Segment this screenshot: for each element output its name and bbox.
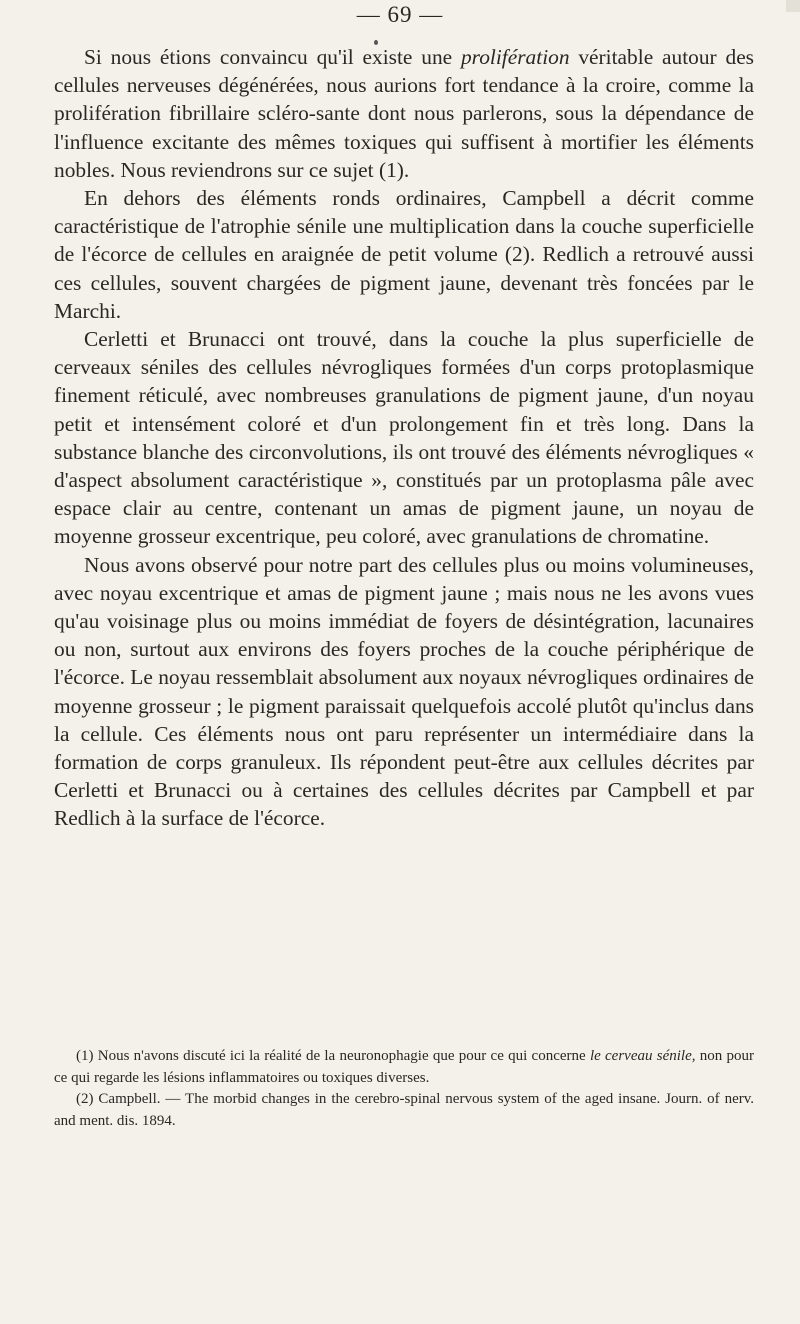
page-number: — 69 — xyxy=(356,2,444,27)
body-text xyxy=(54,43,754,833)
italic-term: prolifération xyxy=(460,45,570,69)
italic-phrase: le cerveau sénile, xyxy=(589,1048,696,1064)
paragraph-1: Si nous étions convaincu qu'il existe une prolifération véritable autour des cellules nerveuses dégénérées, nous aurions fort tendance à la croire, comme la prolifération fibrillaire scléro-sante dont nous parlerons, sous la dépendance de l'influence excitante des mêmes toxiques qui suffisent à mortifier les éléments nobles. Nous reviendrons sur ce sujet (1). xyxy=(54,45,755,182)
footnotes xyxy=(54,1046,754,1132)
footnote-1: (1) Nous n'avons discuté ici la réalité de la neuronophagie que pour ce qui concerne le cerveau sénile, non pour ce qui regarde les lésions inflammatoires ou toxiques diverses. xyxy=(54,1048,755,1086)
paragraph-4: Nous avons observé pour notre part des cellules plus ou moins volumineuses, avec noyau excentrique et amas de pigment jaune ; mais nous ne les avons vues qu'au voisinage plus ou moins immédiat de foyers de désintégration, lacunaires ou non, surtout aux environs des foyers proches de la couche périphérique de l'écorce. Le noyau ressemblait absolument aux noyaux névrogliques ordinaires de moyenne grosseur ; le pigment paraissait quelquefois accolé plutôt qu'inclus dans la cellule. Ces éléments nous ont paru représenter un intermédiaire dans la formation de corps granuleux. Ils répondent peut-être aux cellules décrites par Cerletti et Brunacci ou à certaines des cellules décrites par Campbell et par Redlich à la surface de l'écorce. xyxy=(54,552,755,831)
footnote-2: (2) Campbell. — The morbid changes in the cerebro-spinal nervous system of the aged insane. Journ. of nerv. and ment. dis. 1894. xyxy=(54,1091,754,1129)
paragraph-3: Cerletti et Brunacci ont trouvé, dans la couche la plus superficielle de cerveaux séniles des cellules névrogliques formées d'un corps protoplasmique finement réticulé, avec nombreuses granulations de pigment jaune, d'un noyau petit et intensément coloré et d'un prolongement fin et très long. Dans la substance blanche des circonvolutions, ils ont trouvé des éléments névrogliques « d'aspect absolument caractéristique », constitués par un protoplasma pâle avec espace clair au centre, contenant un amas de pigment jaune, un noyau de moyenne grosseur excentrique, peu coloré, avec granulations de chromatine. xyxy=(54,327,754,549)
paragraph-2: En dehors des éléments ronds ordinaires, Campbell a décrit comme caractéristique de l'atrophie sénile une multiplication dans la couche superficielle de l'écorce de cellules en araignée de petit volume (2). Redlich a retrouvé aussi ces cellules, souvent chargées de pigment jaune, devenant très foncées par le Marchi. xyxy=(54,186,754,323)
